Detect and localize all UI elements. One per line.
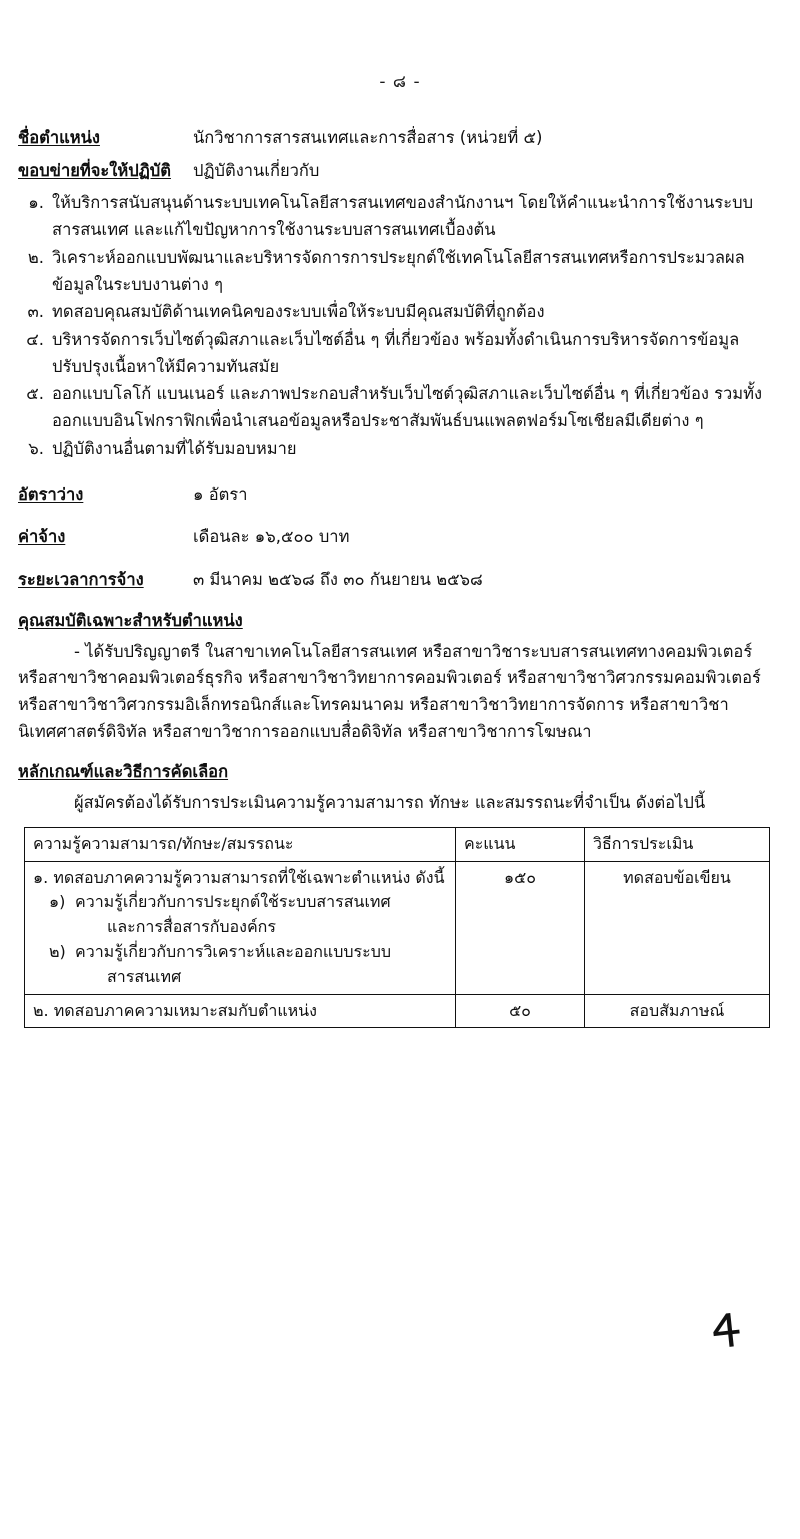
- score-cell: ๕๐: [456, 994, 585, 1028]
- list-item: [18, 327, 782, 380]
- list-item-continuation: [33, 965, 447, 990]
- vacancy-label: อัตราว่าง: [18, 484, 84, 504]
- duty-number: ๒.: [27, 247, 44, 267]
- criteria-sublist: [33, 890, 447, 989]
- list-item: [33, 940, 447, 965]
- duty-text: ออกแบบโลโก้ แบนเนอร์ และภาพประกอบสำหรับเว็บไซต์วุฒิสภาและเว็บไซต์อื่น ๆ ที่เกี่ยวข้อง รวมทั้งออกแบบอินโฟกราฟิกเพื่อนำเสนอข้อมูลหรือประชาสัมพันธ์บนแพลตฟอร์มโซเชียลมีเดียต่าง ๆ: [52, 384, 763, 431]
- duty-number: ๓.: [27, 302, 44, 322]
- list-item: [33, 890, 447, 915]
- selection-intro: ผู้สมัครต้องได้รับการประเมินความรู้ความสามารถ ทักษะ และสมรรถนะที่จำเป็น ดังต่อไปนี้: [74, 793, 706, 813]
- subitem-text: ความรู้เกี่ยวกับการวิเคราะห์และออกแบบระบบ: [75, 942, 392, 961]
- position-row: [18, 125, 782, 152]
- duty-number: ๕.: [26, 384, 44, 404]
- header-score: คะแนน: [456, 827, 585, 861]
- wage-value: เดือนละ ๑๖,๕๐๐ บาท: [193, 527, 350, 547]
- duties-list: [18, 190, 782, 462]
- qualification-text: - ได้รับปริญญาตรี ในสาขาเทคโนโลยีสารสนเทศ หรือสาขาวิชาระบบสารสนเทศทางคอมพิวเตอร์ หรือสาขาวิชาคอมพิวเตอร์ธุรกิจ หรือสาขาวิชาวิทยาการคอมพิวเตอร์ หรือสาขาวิชาวิศวกรรมคอมพิวเตอร์ หรือสาขาวิชาวิศวกรรมอิเล็กทรอนิกส์และโทรคมนาคม หรือสาขาวิชาวิทยาการจัดการ หรือสาขาวิชานิเทศศาสตร์ดิจิทัล หรือสาขาวิชาการออกแบบสื่อดิจิทัล หรือสาขาวิชาการโฆษณา: [18, 641, 761, 741]
- subitem-text: ความรู้เกี่ยวกับการประยุกต์ใช้ระบบสารสนเทศ: [75, 892, 391, 912]
- wage-label: ค่าจ้าง: [18, 527, 66, 547]
- scope-row: [18, 158, 782, 185]
- criteria-table: [24, 827, 770, 1029]
- duty-text: ทดสอบคุณสมบัติด้านเทคนิคของระบบเพื่อให้ระบบมีคุณสมบัติที่ถูกต้อง: [52, 302, 545, 322]
- method-cell: ทดสอบข้อเขียน: [585, 861, 770, 994]
- document-page: [0, 68, 800, 1539]
- table-row: [25, 861, 770, 994]
- vacancy-value: ๑ อัตรา: [193, 484, 248, 504]
- list-item: [18, 299, 782, 326]
- duration-row: [18, 567, 782, 594]
- vacancy-row: [18, 482, 782, 509]
- duty-number: ๔.: [26, 330, 44, 350]
- list-item: [18, 436, 782, 463]
- signature-mark: Ꮞ: [710, 1302, 745, 1360]
- wage-row: [18, 524, 782, 551]
- subitem-continuation: สารสนเทศ: [107, 966, 182, 986]
- scope-value: ปฏิบัติงานเกี่ยวกับ: [193, 160, 320, 180]
- page-number: - ๘ -: [379, 72, 421, 92]
- duty-text: ให้บริการสนับสนุนด้านระบบเทคโนโลยีสารสนเทศของสำนักงานฯ โดยให้คำแนะนำการใช้งานระบบสารสนเทศ และแก้ไขปัญหาการใช้งานระบบสารสนเทศเบื้องต้น: [52, 193, 754, 240]
- duration-label: ระยะเวลาการจ้าง: [18, 570, 144, 590]
- duty-text: ปฏิบัติงานอื่นตามที่ได้รับมอบหมาย: [52, 438, 297, 458]
- criteria-title: ๑. ทดสอบภาคความรู้ความสามารถที่ใช้เฉพาะตำแหน่ง ดังนี้: [33, 867, 445, 887]
- list-item: [18, 381, 782, 434]
- duty-number: ๖.: [28, 438, 44, 458]
- score-cell: ๑๕๐: [456, 861, 585, 994]
- position-label: ชื่อตำแหน่ง: [18, 128, 100, 147]
- header-competency: ความรู้ความสามารถ/ทักษะ/สมรรถนะ: [25, 827, 456, 861]
- list-item: [18, 190, 782, 243]
- table-row: [25, 994, 770, 1028]
- subitem-number: ๒): [49, 942, 66, 961]
- method-cell: สอบสัมภาษณ์: [585, 994, 770, 1028]
- header-method: วิธีการประเมิน: [585, 827, 770, 861]
- criteria-cell: ๒. ทดสอบภาคความเหมาะสมกับตำแหน่ง: [25, 994, 456, 1028]
- criteria-cell: [25, 861, 456, 994]
- subitem-continuation: และการสื่อสารกับองค์กร: [107, 917, 276, 937]
- scope-label: ขอบข่ายที่จะให้ปฏิบัติ: [18, 160, 171, 180]
- qualification-heading: คุณสมบัติเฉพาะสำหรับตำแหน่ง: [18, 610, 243, 630]
- list-item-continuation: [33, 915, 447, 940]
- duty-text: บริหารจัดการเว็บไซต์วุฒิสภาและเว็บไซต์อื่น ๆ ที่เกี่ยวข้อง พร้อมทั้งดำเนินการบริหารจัดการข้อมูลปรับปรุงเนื้อหาให้มีความทันสมัย: [52, 330, 740, 376]
- table-header-row: [25, 827, 770, 861]
- position-value: นักวิชาการสารสนเทศและการสื่อสาร (หน่วยที่ ๕): [193, 128, 543, 147]
- document-body: [18, 125, 782, 1028]
- subitem-number: ๑): [49, 892, 66, 912]
- duration-value: ๓ มีนาคม ๒๕๖๘ ถึง ๓๐ กันยายน ๒๕๖๘: [193, 570, 483, 590]
- selection-heading: หลักเกณฑ์และวิธีการคัดเลือก: [18, 762, 229, 782]
- duty-text: วิเคราะห์ออกแบบพัฒนาและบริหารจัดการการประยุกต์ใช้เทคโนโลยีสารสนเทศหรือการประมวลผลข้อมูลในระบบงานต่าง ๆ: [52, 247, 745, 294]
- duty-number: ๑.: [28, 193, 44, 213]
- list-item: [18, 245, 782, 298]
